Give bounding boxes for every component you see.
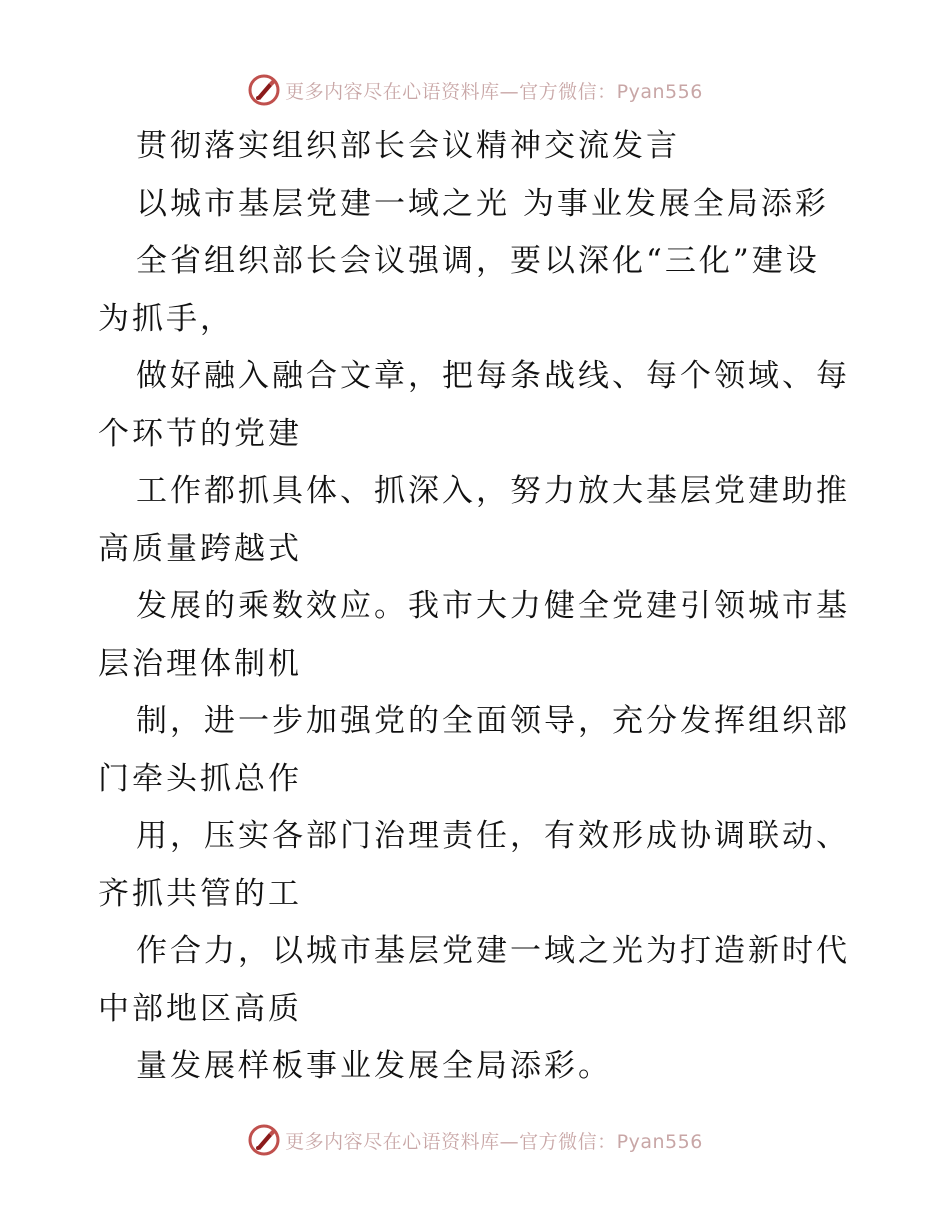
header-banner-inner	[247, 73, 703, 107]
paragraph-line: 门牵头抓总作	[98, 760, 302, 797]
document-title: 贯彻落实组织部长会议精神交流发言	[136, 128, 680, 164]
footer-banner	[0, 1120, 950, 1160]
paragraph-line: 工作都抓具体、抓深入，努力放大基层党建助推	[136, 473, 850, 509]
header-banner-text: 更多内容尽在心语资料库—官方微信：Pyan556	[285, 80, 703, 103]
pen-circle-logo-icon	[247, 73, 281, 107]
pen-circle-logo-icon	[247, 1123, 281, 1157]
header-banner	[0, 70, 950, 110]
paragraph-line: 作合力，以城市基层党建一域之光为打造新时代	[136, 933, 850, 969]
footer-banner-inner	[247, 1123, 703, 1157]
document-subtitle: 以城市基层党建一域之光 为事业发展全局添彩	[136, 185, 829, 222]
paragraph-line: 发展的乘数效应。我市大力健全党建引领城市基	[136, 588, 850, 624]
paragraph-line: 用，压实各部门治理责任，有效形成协调联动、	[136, 818, 850, 854]
paragraph-line: 为抓手，	[98, 300, 234, 337]
paragraph-line: 量发展样板事业发展全局添彩。	[136, 1048, 612, 1084]
document-body	[98, 118, 858, 1096]
footer-banner-text: 更多内容尽在心语资料库—官方微信：Pyan556	[285, 1130, 703, 1153]
paragraph-line: 制，进一步加强党的全面领导，充分发挥组织部	[136, 703, 850, 739]
paragraph-line: 全省组织部长会议强调，要以深化“三化”建设	[136, 243, 820, 279]
paragraph-line: 中部地区高质	[98, 990, 302, 1027]
paragraph-line: 齐抓共管的工	[98, 875, 302, 912]
paragraph-line: 高质量跨越式	[98, 530, 302, 567]
paragraph-line: 做好融入融合文章，把每条战线、每个领域、每	[136, 358, 850, 394]
paragraph-line: 层治理体制机	[98, 645, 302, 682]
paragraph-line: 个环节的党建	[98, 415, 302, 452]
